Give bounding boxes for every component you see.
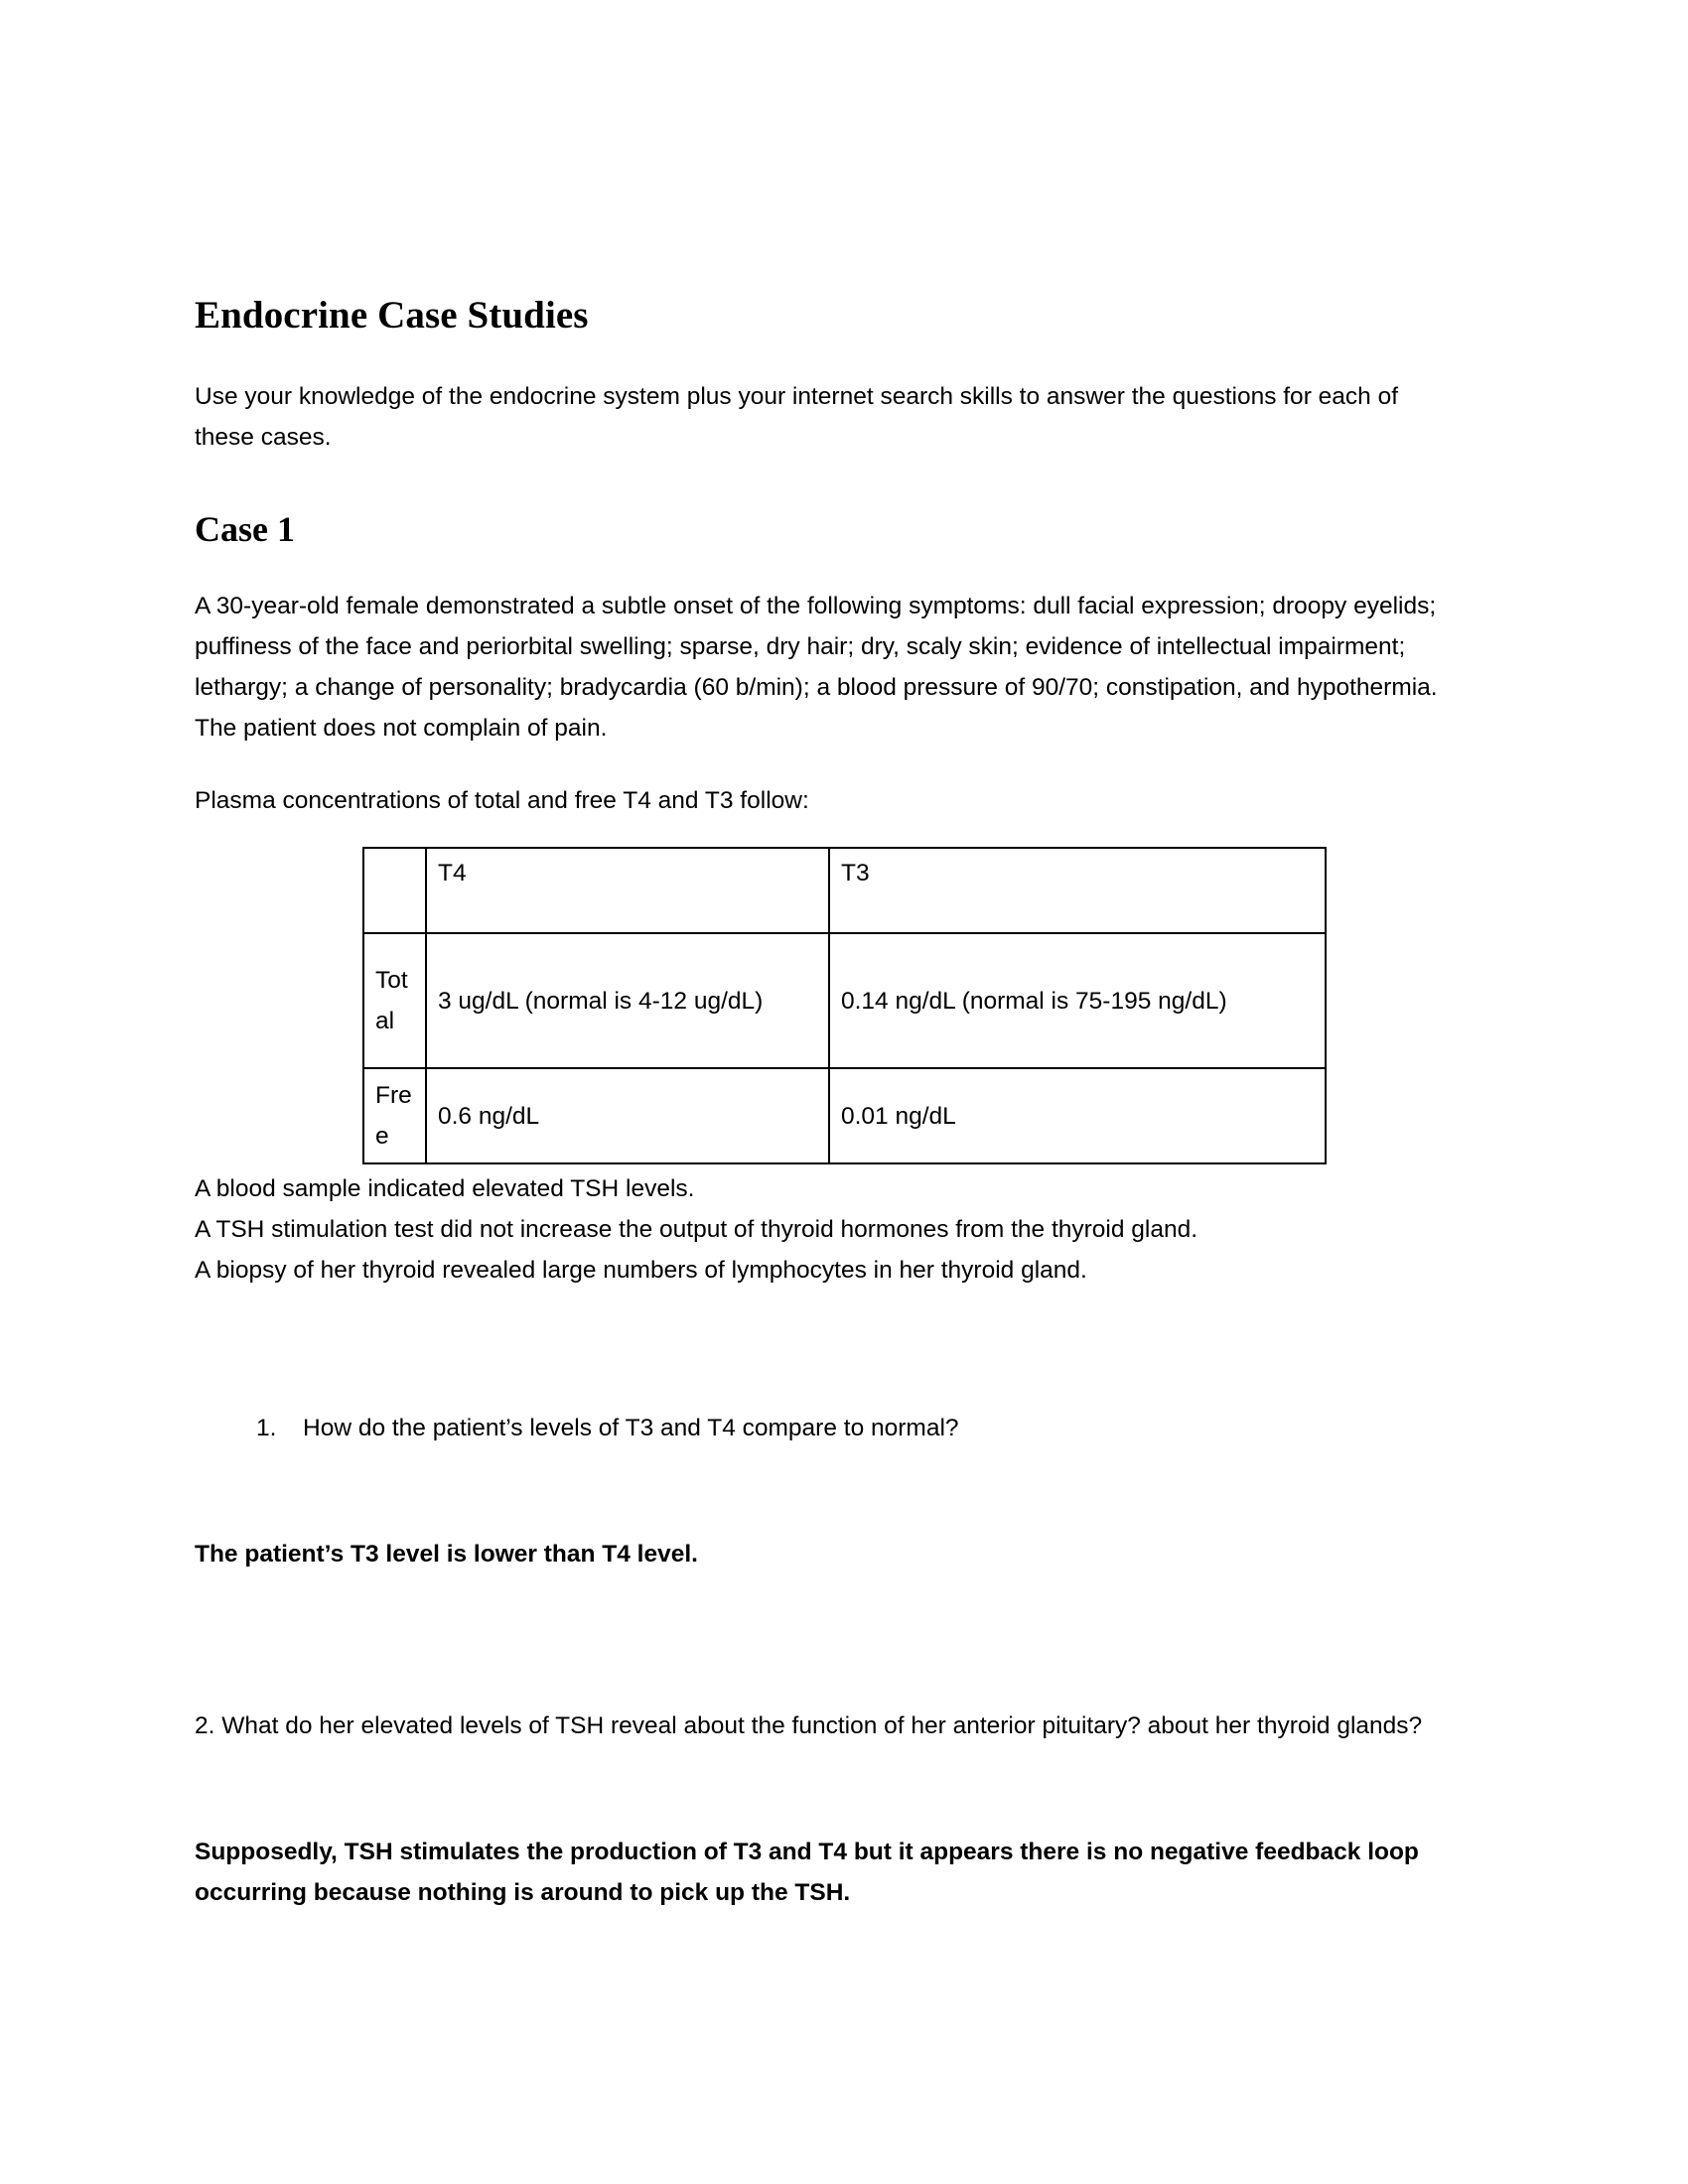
answer-2-text: Supposedly, TSH stimulates the production of T3 and T4 but it appears there is no negative feedback loop occurring because nothing is around to pick up the TSH. xyxy=(195,1839,1419,1907)
question-1-text: How do the patient’s levels of T3 and T4 compare to normal? xyxy=(303,1415,959,1442)
lab-results-table xyxy=(362,847,1327,1164)
question-1-item xyxy=(195,1408,1458,1448)
table-header-corner xyxy=(363,848,426,933)
answer-1-text: The patient’s T3 level is lower than T4 level. xyxy=(195,1541,698,1569)
spacer-before-question-1 xyxy=(195,1291,1458,1408)
row-label-free: Free xyxy=(363,1068,426,1163)
findings-block xyxy=(195,1168,1458,1291)
cell-total-t4: 3 ug/dL (normal is 4-12 ug/dL) xyxy=(426,933,829,1068)
cell-total-t3: 0.14 ng/dL (normal is 75-195 ng/dL) xyxy=(829,933,1326,1068)
case-1-description: A 30-year-old female demonstrated a subtle onset of the following symptoms: dull facial expression; droopy eyelids; puffiness of the face and periorbital swelling; sparse, dry hair; dry, scaly skin; evidence of intellectual impairment; lethargy; a change of personality; bradycardia (60 b/min); a blood pressure of 90/70; constipation, and hypothermia. The patient does not complain of pain. xyxy=(195,593,1438,743)
question-list xyxy=(195,1408,1458,1448)
finding-biopsy: A biopsy of her thyroid revealed large numbers of lymphocytes in her thyroid gland. xyxy=(195,1257,1087,1285)
finding-blood-sample: A blood sample indicated elevated TSH levels. xyxy=(195,1175,695,1203)
document-content xyxy=(195,294,1458,1913)
lab-results-table-wrapper xyxy=(195,847,1458,1164)
table-row xyxy=(363,1068,1326,1163)
table-row xyxy=(363,933,1326,1068)
table-header-t3: T3 xyxy=(829,848,1326,933)
finding-tsh-stimulation-test: A TSH stimulation test did not increase the output of thyroid hormones from the thyroid gland. xyxy=(195,1216,1198,1244)
case-1-heading: Case 1 xyxy=(195,508,295,549)
table-header-t4: T4 xyxy=(426,848,829,933)
intro-paragraph: Use your knowledge of the endocrine system plus your internet search skills to answer the questions for each of these cases. xyxy=(195,382,1399,451)
spacer-before-answer-2 xyxy=(195,1746,1458,1832)
table-intro-text: Plasma concentrations of total and free T4 and T3 follow: xyxy=(195,787,809,815)
question-2-text: 2. What do her elevated levels of TSH reveal about the function of her anterior pituitary? about her thyroid glands? xyxy=(195,1712,1423,1740)
page-title: Endocrine Case Studies xyxy=(195,294,589,337)
cell-free-t4: 0.6 ng/dL xyxy=(426,1068,829,1163)
spacer-before-question-2 xyxy=(195,1574,1458,1706)
spacer-before-answer-1 xyxy=(195,1448,1458,1534)
question-1-marker: 1. xyxy=(256,1415,277,1442)
cell-free-t3: 0.01 ng/dL xyxy=(829,1068,1326,1163)
row-label-total: Total xyxy=(363,933,426,1068)
table-header-row xyxy=(363,848,1326,933)
